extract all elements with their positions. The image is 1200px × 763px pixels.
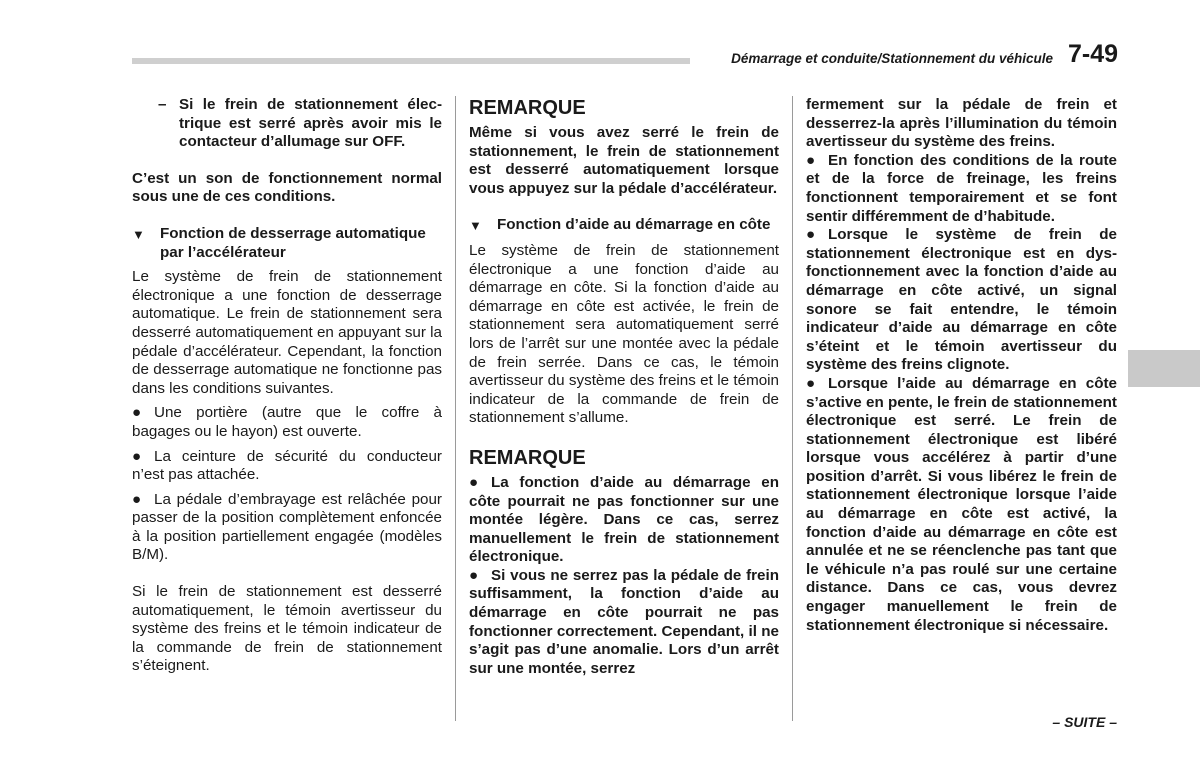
hill-start-paragraph: Le système de frein de stationnement électronique a une fonction d’aide au démarrage en côte. Si la fonction d’aide au démarrage en côte est activée, le frein de stationnement sera automatiquement serré lors de l’arrêt sur une montée avec la pédale de frein serrée. Dans ce cas, le témoin avertisseur du système des freins et le témoin indicateur de la commande de frein de stationnement s’allume. [469,241,779,427]
list-item [132,448,442,485]
triangle-down-icon: ▼ [132,226,145,242]
dash-marker: – [158,96,167,113]
note-list-item [806,375,1117,635]
subheading-auto-release [132,225,442,262]
bullet-text: La ceinture de sécurité du conducteur n’est pas attachée. [132,447,442,484]
column-3 [806,96,1117,635]
bullet-icon: ● [806,226,816,244]
dash-item-text: Si le frein de stationnement électrique est serré après avoir mis le contacteur d’allumage sur OFF. [179,96,442,151]
bullet-icon: ● [469,473,479,491]
note-list-item [806,226,1117,375]
bullet-text: La fonction d’aide au démarrage en côte pourrait ne pas fonctionner sur une montée légère. Dans ce cas, serrez manuellement le frein de stationnement électronique. [469,473,779,566]
subheading-text: Fonction de desserrage automatique par l’accélérateur [160,224,426,261]
column-2 [469,96,779,678]
auto-release-outro-paragraph: Si le frein de stationnement est desserré automatiquement, le témoin avertisseur du système des freins et le témoin indicateur de la commande de frein de stationnement s’éteignent. [132,583,442,675]
note-continuation: fermement sur la pédale de frein et desserrez-la après l’illumination du témoin avertisseur du système des freins. [806,96,1117,151]
bullet-text: Si vous ne serrez pas la pédale de frein suffisamment, la fonction d’aide au démarrage en côte pourrait ne pas fonctionner correctement. Cependant, il ne s’agit pas d’une anomalie. Lors d’un arrêt sur une montée, serrez [469,566,779,677]
dash-list-item [132,96,442,152]
triangle-down-icon: ▼ [469,218,482,234]
normal-sound-paragraph: C’est un son de fonctionnement normal sous une de ces conditions. [132,169,442,206]
footer-dash: – [1109,714,1117,730]
bullet-text: Lorsque le système de frein de stationnement électronique est en dysfonctionnement avec la fonction d’aide au démarrage en côte activé, un signal sonore se fait entendre, le témoin indicateur d’aide au démarrage en côte s’éteint et le témoin avertisseur du système des freins clignote. [806,226,1117,374]
column-divider [792,96,793,721]
bullet-text: La pédale d’embrayage est relâchée pour passer de la position complètement enfoncée à la position partiellement engagée (modèles B/M). [132,490,442,564]
column-1 [132,96,442,676]
chapter-tab [1128,350,1200,387]
footer-label: SUITE [1064,714,1106,730]
bullet-icon: ● [132,447,142,465]
bullet-text: Lorsque l’aide au démarrage en côte s’active en pente, le frein de stationnement électronique est serré. Le frein de stationnement électronique est libéré lorsque vous accélérez à partir d’une position d’arrêt. Si vous libérez le frein de stationnement électronique lorsque l’aide au démarrage en côte est activé, la fonction d’aide au démarrage en côte est annulée et ne se réenclenche pas tant que le véhicule n’a pas roulé sur une certaine distance. Dans ce cas, vous devrez engager manuellement le frein de stationnement électronique si nécessaire. [806,374,1117,634]
bullet-text: Une portière (autre que le coffre à bagages ou le hayon) est ouverte. [132,404,442,440]
bullet-icon: ● [132,404,142,422]
bullet-icon: ● [469,566,479,584]
footer-dash: – [1052,714,1061,730]
note-title: REMARQUE [469,446,586,469]
subheading-hill-start [469,216,779,236]
section-title: Démarrage et conduite/Stationnement du véhicule [731,51,1053,66]
note-list-item [469,567,779,679]
note-list-item [806,152,1117,226]
bullet-text: En fonction des conditions de la route et de la force de freinage, les freins fonctionnent temporairement et se font sentir différemment de d’habitude. [806,151,1117,225]
subheading-text: Fonction d’aide au démarrage en côte [497,216,771,234]
list-item [132,491,442,565]
column-divider [455,96,456,721]
note-text: Même si vous avez serré le frein de stationnement, le frein de stationnement est desserré automatiquement lorsque vous appuyez sur la pédale d’accélérateur. [469,124,779,197]
bullet-icon: ● [806,374,816,392]
continued-marker [1020,714,1117,730]
note-title: REMARQUE [469,97,586,119]
auto-release-paragraph: Le système de frein de stationnement électronique a une fonction de desserrage automatique. Le frein de stationnement sera desserré automatiquement en appuyant sur la pédale d’accélérateur. Cependant, la fonction de desserrage automatique ne fonctionne pas dans les conditions suivantes. [132,268,442,397]
page-number: 7-49 [1068,40,1119,68]
bullet-icon: ● [806,151,816,169]
header-rule [132,58,690,64]
bullet-icon: ● [132,490,142,508]
note-list-item [469,474,779,567]
list-item [132,404,442,441]
